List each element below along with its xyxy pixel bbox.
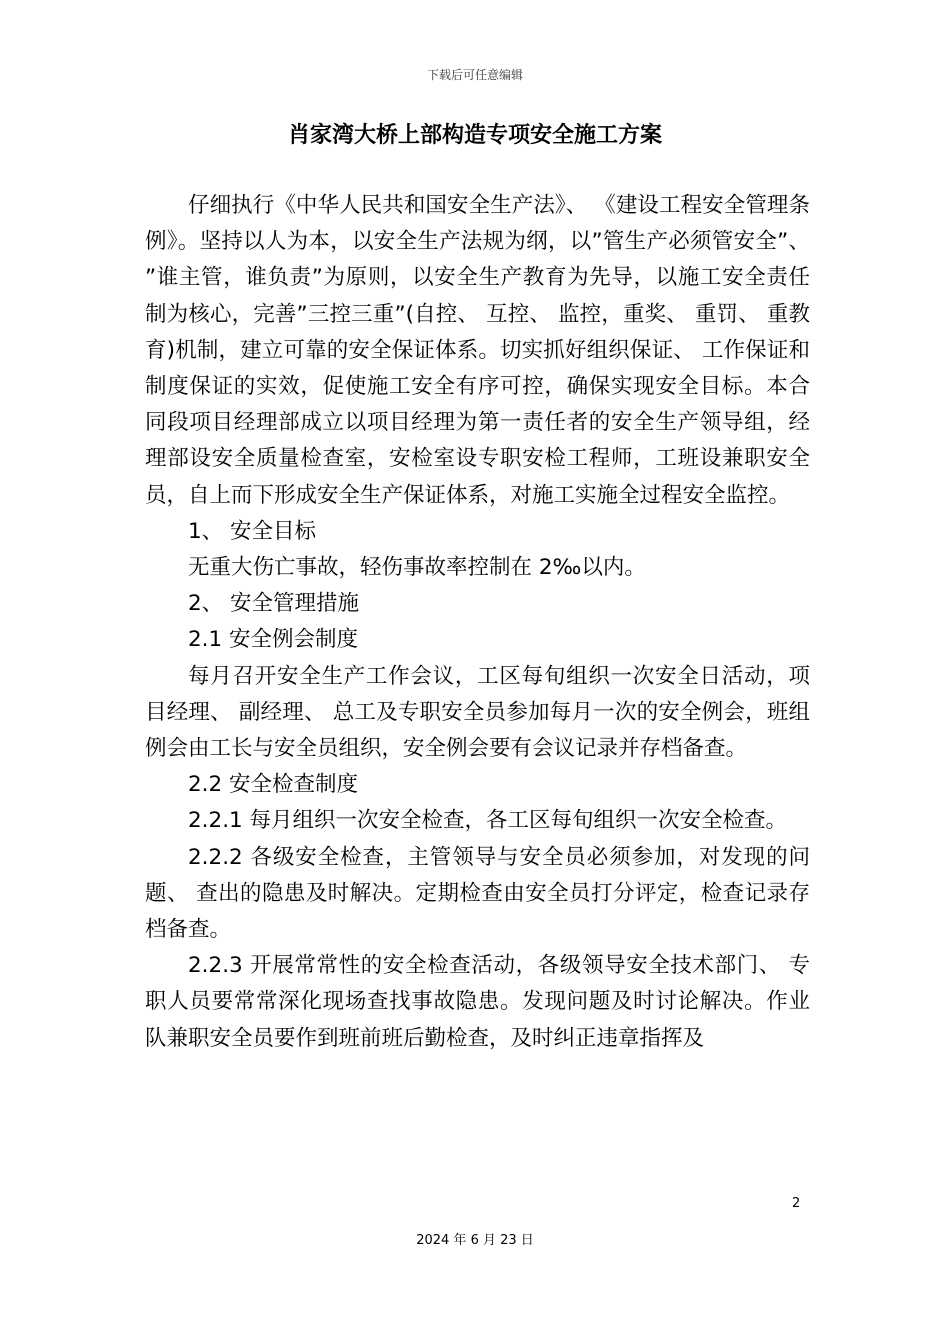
document-body xyxy=(145,188,810,1057)
subsection-heading-meeting-system: 2.1 安全例会制度 xyxy=(188,627,359,653)
paragraph-inspection-2-2-2: 2.2.2 各级安全检查，主管领导与安全员必须参加，对发现的问题、 查出的隐患及时解决。定期检查由安全员打分评定，检查记录存档备查。 xyxy=(145,844,810,943)
paragraph-safety-goal: 无重大伤亡事故，轻伤事故率控制在 2‰以内。 xyxy=(188,555,646,581)
section-heading-safety-goal: 1、 安全目标 xyxy=(188,518,317,544)
document-title: 肖家湾大桥上部构造专项安全施工方案 xyxy=(287,123,662,148)
footer-date: 2024 年 6 月 23 日 xyxy=(416,1233,534,1248)
paragraph-inspection-2-2-3: 2.2.3 开展常常性的安全检查活动，各级领导安全技术部门、 专职人员要常常深化现场查找事故隐患。发现问题及时讨论解决。作业队兼职安全员要作到班前班后勤检查，及时纠正违章指挥及 xyxy=(145,953,810,1051)
paragraph-inspection-2-2-1: 2.2.1 每月组织一次安全检查，各工区每旬组织一次安全检查。 xyxy=(188,808,788,834)
paragraph-intro: 仔细执行《中华人民共和国安全生产法》、 《建设工程安全管理条例》。坚持以人为本，以安全生产法规为纲，以”管生产必须管安全”、 ”谁主管，谁负责”为原则，以安全生产教育为先导，以施工安全责任制为核心，完善”三控三重”(自控、 互控、 监控，重奖、 重罚、 重教育)机制，建立可靠的安全保证体系。切实抓好组织保证、 工作保证和制度保证的实效，促使施工安全有序可控，确保实现安全目标。本合同段项目经理部成立以项目经理为第一责任者的安全生产领导组，经理部设安全质量检查室，安检室设专职安检工程师，工班设兼职安全员，自上而下形成安全生产保证体系，对施工实施全过程安全监控。 xyxy=(145,193,810,508)
subsection-heading-inspection-system: 2.2 安全检查制度 xyxy=(188,772,359,798)
page-number: 2 xyxy=(792,1196,801,1211)
section-heading-safety-measures: 2、 安全管理措施 xyxy=(188,591,360,617)
paragraph-meeting-system: 每月召开安全生产工作会议，工区每旬组织一次安全日活动，项目经理、 副经理、 总工及专职安全员参加每月一次的安全例会，班组例会由工长与安全员组织，安全例会要有会议记录并存档备查。 xyxy=(145,663,810,762)
header-note: 下载后可任意编辑 xyxy=(426,68,523,82)
